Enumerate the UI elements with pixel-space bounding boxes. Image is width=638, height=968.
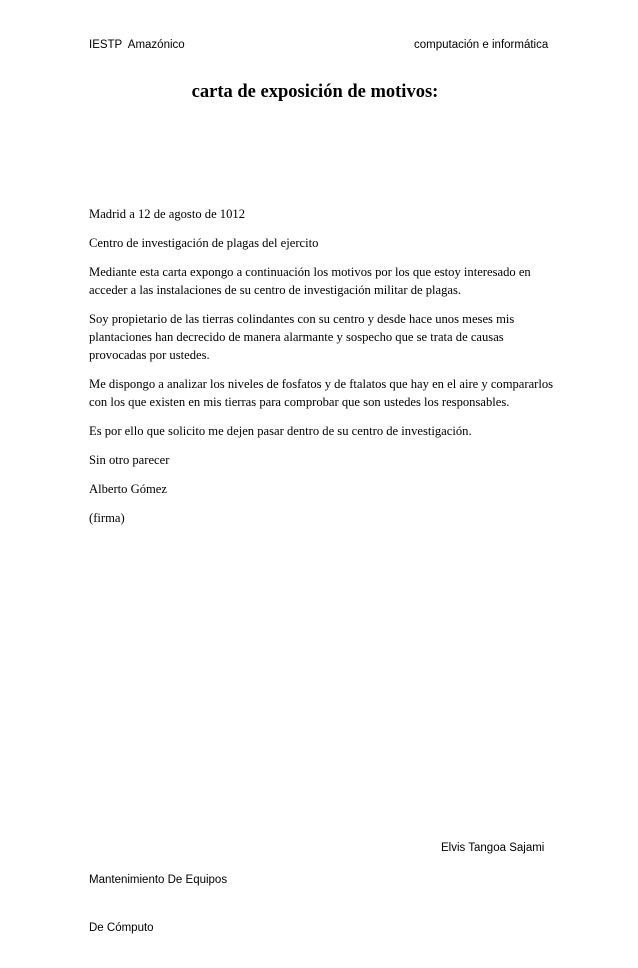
footer-course-line2: De Cómputo bbox=[89, 922, 154, 934]
letter-paragraph: Mediante esta carta expongo a continuación los motivos por los que estoy interesado en acceder a las instalaciones de su centro de investigación militar de plagas. bbox=[89, 265, 531, 297]
footer-course bbox=[89, 840, 227, 968]
letter-paragraph: Me dispongo a analizar los niveles de fosfatos y de ftalatos que hay en el aire y compararlos con los que existen en mis tierras para comprobar que son ustedes los responsables. bbox=[89, 377, 554, 409]
footer-course-line1: Mantenimiento De Equipos bbox=[89, 874, 228, 886]
letter-body bbox=[89, 205, 559, 538]
letter-signature-name: Alberto Gómez bbox=[89, 482, 167, 496]
letter-paragraph: Es por ello que solicito me dejen pasar dentro de su centro de investigación. bbox=[89, 424, 472, 438]
letter-recipient: Centro de investigación de plagas del ejercito bbox=[89, 236, 319, 250]
letter-place-date: Madrid a 12 de agosto de 1012 bbox=[89, 207, 245, 221]
header-institution: IESTP Amazónico bbox=[89, 39, 185, 51]
footer-author: Elvis Tangoa Sajami bbox=[441, 842, 545, 854]
letter-closing: Sin otro parecer bbox=[89, 453, 170, 467]
document-title-text: carta de exposición de motivos: bbox=[191, 82, 439, 102]
document-title bbox=[0, 80, 638, 104]
header-department: computación e informática bbox=[414, 39, 549, 51]
letter-paragraph: Soy propietario de las tierras colindantes con su centro y desde hace unos meses mis plantaciones han decrecido de manera alarmante y sospecho que se trata de causas provocadas por ustedes. bbox=[89, 312, 515, 362]
letter-signature-note: (firma) bbox=[89, 511, 125, 525]
